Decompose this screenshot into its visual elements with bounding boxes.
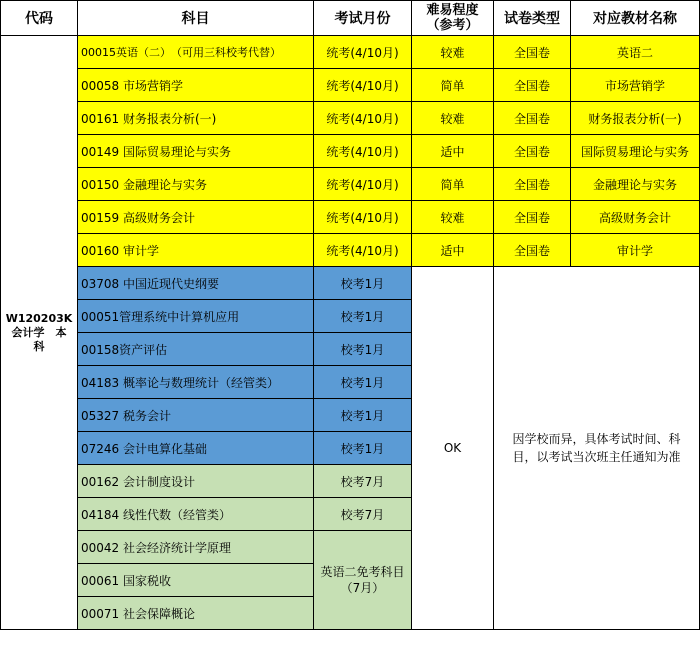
subject-cell: 00071 社会保障概论	[78, 597, 314, 630]
exam-month-cell: 校考1月	[314, 267, 412, 300]
program-name: 会计学 本	[11, 325, 67, 339]
subject-cell: 00058 市场营销学	[78, 69, 314, 102]
difficulty-cell: 简单	[412, 69, 494, 102]
program-code: W120203K	[5, 311, 73, 325]
exam-month-cell: 校考1月	[314, 366, 412, 399]
english-exempt-cell	[314, 531, 412, 630]
exam-month-cell: 校考1月	[314, 399, 412, 432]
paper-type-cell: 全国卷	[494, 102, 571, 135]
exam-month-cell: 校考1月	[314, 432, 412, 465]
paper-type-cell: 全国卷	[494, 135, 571, 168]
table-row	[1, 69, 700, 102]
english-exempt-line2: （7月）	[340, 581, 385, 595]
subject-cell: 00061 国家税收	[78, 564, 314, 597]
subject-cell: 00051管理系统中计算机应用	[78, 300, 314, 333]
textbook-cell: 金融理论与实务	[571, 168, 700, 201]
subject-cell: 07246 会计电算化基础	[78, 432, 314, 465]
paper-type-cell: 全国卷	[494, 201, 571, 234]
subject-cell: 00158资产评估	[78, 333, 314, 366]
paper-type-cell: 全国卷	[494, 36, 571, 69]
difficulty-cell: 较难	[412, 201, 494, 234]
textbook-cell: 财务报表分析(一)	[571, 102, 700, 135]
exam-month-cell: 统考(4/10月)	[314, 201, 412, 234]
exam-month-cell: 统考(4/10月)	[314, 168, 412, 201]
table-row	[1, 36, 700, 69]
difficulty-cell: 适中	[412, 234, 494, 267]
table-row	[1, 168, 700, 201]
table-row	[1, 102, 700, 135]
table-row	[1, 201, 700, 234]
difficulty-ok-cell: OK	[412, 267, 494, 630]
difficulty-cell: 较难	[412, 36, 494, 69]
header-subject: 科目	[78, 1, 314, 36]
paper-type-cell: 全国卷	[494, 234, 571, 267]
difficulty-cell: 简单	[412, 168, 494, 201]
exam-month-cell: 校考7月	[314, 498, 412, 531]
program-name-2: 科	[33, 339, 45, 353]
textbook-cell: 国际贸易理论与实务	[571, 135, 700, 168]
english-exempt-line1: 英语二免考科目	[320, 565, 405, 579]
difficulty-cell: 较难	[412, 102, 494, 135]
exam-month-cell: 校考1月	[314, 333, 412, 366]
header-code: 代码	[1, 1, 78, 36]
exam-month-cell: 统考(4/10月)	[314, 135, 412, 168]
header-paper-type: 试卷类型	[494, 1, 571, 36]
exam-month-cell: 统考(4/10月)	[314, 69, 412, 102]
subject-cell: 00160 审计学	[78, 234, 314, 267]
table-row	[1, 135, 700, 168]
textbook-cell: 审计学	[571, 234, 700, 267]
subject-cell: 00162 会计制度设计	[78, 465, 314, 498]
header-difficulty-line2: （参考）	[426, 18, 479, 33]
exam-month-cell: 统考(4/10月)	[314, 102, 412, 135]
header-difficulty	[412, 1, 494, 36]
textbook-cell: 市场营销学	[571, 69, 700, 102]
textbook-cell: 高级财务会计	[571, 201, 700, 234]
exam-month-cell: 统考(4/10月)	[314, 36, 412, 69]
subject-cell: 03708 中国近现代史纲要	[78, 267, 314, 300]
subject-cell: 00159 高级财务会计	[78, 201, 314, 234]
header-exam-month: 考试月份	[314, 1, 412, 36]
header-difficulty-line1: 难易程度	[426, 3, 479, 18]
subject-cell: 00161 财务报表分析(一)	[78, 102, 314, 135]
table-row	[1, 267, 700, 300]
paper-type-cell: 全国卷	[494, 168, 571, 201]
exam-month-cell: 校考1月	[314, 300, 412, 333]
paper-type-cell: 全国卷	[494, 69, 571, 102]
exam-month-cell: 统考(4/10月)	[314, 234, 412, 267]
textbook-cell: 英语二	[571, 36, 700, 69]
table-row	[1, 234, 700, 267]
school-note-cell: 因学校而异，具体考试时间、科目，以考试当次班主任通知为准	[494, 267, 700, 630]
subject-cell: 00042 社会经济统计学原理	[78, 531, 314, 564]
header-textbook: 对应教材名称	[571, 1, 700, 36]
program-code-cell	[1, 36, 78, 630]
subject-cell: 05327 税务会计	[78, 399, 314, 432]
subject-cell: 00150 金融理论与实务	[78, 168, 314, 201]
difficulty-cell: 适中	[412, 135, 494, 168]
header-row	[1, 1, 700, 36]
subject-cell: 00015英语（二） （可用三科校考代替）	[78, 36, 314, 69]
subject-cell: 00149 国际贸易理论与实务	[78, 135, 314, 168]
subject-cell: 04183 概率论与数理统计（经管类）	[78, 366, 314, 399]
exam-month-cell: 校考7月	[314, 465, 412, 498]
subject-cell: 04184 线性代数（经管类）	[78, 498, 314, 531]
